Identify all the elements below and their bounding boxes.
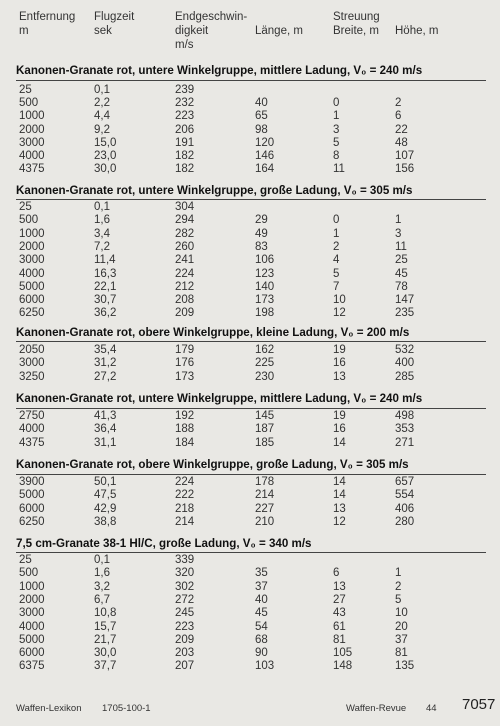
end-velocity-cell: 302	[175, 580, 195, 593]
table-row	[0, 307, 500, 320]
end-velocity-cell: 184	[175, 436, 195, 449]
end-velocity-cell: 260	[175, 240, 195, 253]
width-cell: 19	[333, 344, 346, 356]
end-velocity-cell: 192	[175, 410, 195, 422]
end-velocity-cell: 173	[175, 370, 195, 383]
distance-cell: 3000	[19, 357, 45, 370]
end-velocity-cell: 245	[175, 607, 195, 620]
flight-time-cell: 47,5	[94, 489, 117, 502]
height-cell: 271	[395, 436, 415, 449]
end-velocity-cell: 176	[175, 357, 195, 370]
distance-cell: 500	[19, 567, 39, 580]
length-cell: 37	[255, 580, 268, 593]
width-cell: 5	[333, 267, 340, 280]
section-divider	[16, 199, 486, 200]
table-row	[0, 607, 500, 620]
distance-cell: 500	[19, 214, 39, 227]
distance-cell: 4000	[19, 150, 45, 162]
end-velocity-cell: 206	[175, 123, 195, 136]
table-row	[0, 489, 500, 502]
end-velocity-cell: 232	[175, 97, 195, 110]
height-cell: 285	[395, 370, 415, 383]
table-row	[0, 241, 500, 254]
width-cell: 13	[333, 370, 346, 383]
header-distance	[19, 10, 75, 38]
length-cell: 227	[255, 502, 275, 515]
flight-time-cell: 36,2	[94, 307, 117, 320]
height-cell: 554	[395, 489, 415, 502]
width-cell: 148	[333, 660, 353, 673]
distance-cell: 500	[19, 97, 39, 110]
end-velocity-cell: 207	[175, 660, 195, 673]
flight-time-cell: 6,7	[94, 593, 110, 606]
length-cell: 40	[255, 593, 268, 606]
height-cell: 22	[395, 123, 408, 136]
length-cell: 68	[255, 633, 268, 646]
table-row	[0, 581, 500, 594]
header-width-line2: Breite, m	[333, 25, 380, 37]
height-cell: 156	[395, 163, 415, 176]
end-velocity-cell: 241	[175, 254, 195, 267]
length-cell: 140	[255, 280, 275, 293]
width-cell: 1	[333, 110, 340, 123]
distance-cell: 5000	[19, 280, 45, 293]
distance-cell: 5000	[19, 633, 45, 646]
footer-magazine: Waffen-Revue	[346, 703, 407, 714]
table-row	[0, 437, 500, 450]
table-row	[0, 150, 500, 163]
height-cell: 78	[395, 280, 408, 293]
distance-cell: 3000	[19, 136, 45, 149]
length-cell: 214	[255, 489, 275, 502]
section-title: Kanonen-Granate rot, untere Winkelgruppe, große Ladung, V₀ = 305 m/s	[16, 184, 413, 197]
distance-cell: 6000	[19, 502, 45, 515]
section-divider	[16, 408, 486, 409]
flight-time-cell: 38,8	[94, 515, 117, 528]
distance-cell: 6250	[19, 307, 45, 320]
flight-time-cell: 0,1	[94, 554, 110, 566]
distance-cell: 3250	[19, 370, 45, 383]
length-cell: 35	[255, 567, 268, 580]
table-row	[0, 268, 500, 281]
height-cell: 147	[395, 294, 415, 307]
distance-cell: 2000	[19, 123, 45, 136]
table-row	[0, 344, 500, 357]
width-cell: 11	[333, 163, 345, 176]
flight-time-cell: 7,2	[94, 240, 110, 253]
length-cell: 146	[255, 150, 275, 162]
distance-cell: 6000	[19, 294, 45, 307]
end-velocity-cell: 182	[175, 163, 195, 176]
end-velocity-cell: 239	[175, 84, 195, 96]
length-cell: 164	[255, 163, 275, 176]
table-row	[0, 124, 500, 137]
flight-time-cell: 15,7	[94, 620, 117, 633]
width-cell: 0	[333, 214, 340, 227]
section-title: 7,5 cm-Granate 38-1 Hl/C, große Ladung, V₀ = 340 m/s	[16, 537, 312, 550]
table-row	[0, 647, 500, 660]
length-cell: 185	[255, 436, 275, 449]
end-velocity-cell: 218	[175, 502, 195, 515]
end-velocity-cell: 224	[175, 267, 195, 280]
header-height-line2: Höhe, m	[395, 25, 439, 37]
distance-cell: 3000	[19, 254, 45, 267]
header-end-velocity	[175, 10, 247, 52]
table-row	[0, 110, 500, 123]
distance-cell: 4375	[19, 436, 45, 449]
end-velocity-cell: 212	[175, 280, 195, 293]
flight-time-cell: 11,4	[94, 254, 116, 267]
width-cell: 105	[333, 647, 353, 660]
section-title: Kanonen-Granate rot, obere Winkelgruppe, kleine Ladung, V₀ = 200 m/s	[16, 326, 410, 339]
distance-cell: 4375	[19, 163, 45, 176]
distance-cell: 1000	[19, 580, 45, 593]
end-velocity-cell: 209	[175, 633, 195, 646]
end-velocity-cell: 339	[175, 554, 195, 566]
end-velocity-cell: 203	[175, 647, 195, 660]
distance-cell: 25	[19, 554, 32, 566]
table-row	[0, 254, 500, 267]
end-velocity-cell: 214	[175, 515, 195, 528]
distance-cell: 6250	[19, 515, 45, 528]
height-cell: 498	[395, 410, 415, 422]
footer-issue: 44	[426, 703, 437, 714]
table-row	[0, 594, 500, 607]
height-cell: 1	[395, 567, 402, 580]
height-cell: 280	[395, 515, 415, 528]
end-velocity-cell: 182	[175, 150, 195, 162]
height-cell: 406	[395, 502, 415, 515]
width-cell: 12	[333, 515, 346, 528]
height-cell: 5	[395, 593, 402, 606]
width-cell: 13	[333, 580, 346, 593]
height-cell: 11	[395, 240, 407, 253]
table-row	[0, 423, 500, 436]
height-cell: 10	[395, 607, 408, 620]
flight-time-cell: 31,1	[94, 436, 117, 449]
length-cell: 98	[255, 123, 268, 136]
width-cell: 61	[333, 620, 346, 633]
table-row	[0, 503, 500, 516]
width-cell: 4	[333, 254, 340, 267]
distance-cell: 2000	[19, 240, 45, 253]
end-velocity-cell: 320	[175, 567, 195, 580]
flight-time-cell: 9,2	[94, 123, 110, 136]
length-cell: 106	[255, 254, 275, 267]
width-cell: 81	[333, 633, 346, 646]
length-cell: 83	[255, 240, 268, 253]
flight-time-cell: 21,7	[94, 633, 117, 646]
section-divider	[16, 474, 486, 475]
table-row	[0, 214, 500, 227]
width-cell: 16	[333, 357, 346, 370]
flight-time-cell: 27,2	[94, 370, 117, 383]
length-cell: 198	[255, 307, 275, 320]
distance-cell: 2750	[19, 410, 45, 422]
flight-time-cell: 30,0	[94, 647, 117, 660]
length-cell: 178	[255, 476, 275, 488]
table-row	[0, 516, 500, 529]
width-cell: 7	[333, 280, 340, 293]
table-row	[0, 371, 500, 384]
flight-time-cell: 2,2	[94, 97, 110, 110]
distance-cell: 1000	[19, 227, 45, 240]
flight-time-cell: 30,0	[94, 163, 117, 176]
flight-time-cell: 30,7	[94, 294, 117, 307]
end-velocity-cell: 223	[175, 110, 195, 123]
length-cell: 29	[255, 214, 268, 227]
height-cell: 2	[395, 97, 402, 110]
header-flight-time-line2: sek	[94, 25, 112, 37]
header-flight-time	[94, 10, 134, 38]
width-cell: 6	[333, 567, 340, 580]
width-cell: 19	[333, 410, 346, 422]
table-row	[0, 294, 500, 307]
footer-code: 1705-100-1	[102, 703, 151, 714]
header-distance-line2: m	[19, 25, 29, 37]
section-title: Kanonen-Granate rot, untere Winkelgruppe, mittlere Ladung, V₀ = 240 m/s	[16, 392, 423, 405]
distance-cell: 4000	[19, 620, 45, 633]
end-velocity-cell: 224	[175, 476, 195, 488]
height-cell: 2	[395, 580, 402, 593]
flight-time-cell: 50,1	[94, 476, 117, 488]
length-cell: 40	[255, 97, 268, 110]
end-velocity-cell: 208	[175, 294, 195, 307]
table-row	[0, 163, 500, 176]
end-velocity-cell: 223	[175, 620, 195, 633]
flight-time-cell: 35,4	[94, 344, 117, 356]
table-row	[0, 634, 500, 647]
distance-cell: 6000	[19, 647, 45, 660]
flight-time-cell: 10,8	[94, 607, 117, 620]
width-cell: 14	[333, 436, 346, 449]
length-cell: 225	[255, 357, 275, 370]
width-cell: 2	[333, 240, 340, 253]
section-divider	[16, 552, 486, 553]
distance-cell: 5000	[19, 489, 45, 502]
header-spread-width	[333, 10, 380, 38]
length-cell: 103	[255, 660, 275, 673]
distance-cell: 25	[19, 201, 32, 213]
table-row	[0, 660, 500, 673]
end-velocity-cell: 304	[175, 201, 195, 213]
header-height	[395, 10, 438, 38]
length-cell: 123	[255, 267, 275, 280]
distance-cell: 4000	[19, 423, 45, 436]
flight-time-cell: 22,1	[94, 280, 117, 293]
width-cell: 1	[333, 227, 340, 240]
width-cell: 8	[333, 150, 340, 162]
header-length-line2: Länge, m	[255, 25, 303, 37]
header-end-velocity-line2: digkeit	[175, 25, 209, 37]
length-cell: 54	[255, 620, 268, 633]
table-row	[0, 228, 500, 241]
height-cell: 135	[395, 660, 415, 673]
section-divider	[16, 80, 486, 81]
distance-cell: 2000	[19, 593, 45, 606]
width-cell: 14	[333, 476, 346, 488]
table-row	[0, 410, 500, 423]
length-cell: 230	[255, 370, 275, 383]
distance-cell: 25	[19, 84, 32, 96]
length-cell: 187	[255, 423, 275, 436]
length-cell: 145	[255, 410, 275, 422]
length-cell: 49	[255, 227, 268, 240]
width-cell: 10	[333, 294, 346, 307]
section-title: Kanonen-Granate rot, untere Winkelgruppe, mittlere Ladung, V₀ = 240 m/s	[16, 64, 423, 77]
header-flight-time-line1: Flugzeit	[94, 11, 135, 23]
end-velocity-cell: 282	[175, 227, 195, 240]
table-row	[0, 621, 500, 634]
header-spread-line1: Streuung	[333, 11, 380, 23]
distance-cell: 4000	[19, 267, 45, 280]
flight-time-cell: 0,1	[94, 201, 110, 213]
height-cell: 20	[395, 620, 408, 633]
table-row	[0, 201, 500, 214]
table-row	[0, 567, 500, 580]
footer-publication: Waffen-Lexikon	[16, 703, 82, 714]
page-number: 7057	[462, 696, 496, 713]
length-cell: 45	[255, 607, 268, 620]
header-length-line1	[255, 10, 303, 24]
header-length	[255, 10, 303, 38]
table-row	[0, 554, 500, 567]
height-cell: 1	[395, 214, 402, 227]
width-cell: 12	[333, 307, 346, 320]
height-cell: 235	[395, 307, 415, 320]
length-cell: 65	[255, 110, 268, 123]
height-cell: 25	[395, 254, 408, 267]
distance-cell: 3900	[19, 476, 45, 488]
flight-time-cell: 16,3	[94, 267, 117, 280]
flight-time-cell: 4,4	[94, 110, 110, 123]
end-velocity-cell: 179	[175, 344, 195, 356]
table-row	[0, 137, 500, 150]
height-cell: 3	[395, 227, 402, 240]
length-cell: 173	[255, 294, 275, 307]
flight-time-cell: 1,6	[94, 567, 110, 580]
height-cell: 107	[395, 150, 415, 162]
section-title: Kanonen-Granate rot, obere Winkelgruppe, große Ladung, V₀ = 305 m/s	[16, 458, 409, 471]
end-velocity-cell: 191	[175, 136, 195, 149]
height-cell: 6	[395, 110, 402, 123]
flight-time-cell: 3,2	[94, 580, 110, 593]
header-end-velocity-line3: m/s	[175, 39, 194, 51]
flight-time-cell: 1,6	[94, 214, 110, 227]
height-cell: 45	[395, 267, 408, 280]
distance-cell: 3000	[19, 607, 45, 620]
width-cell: 5	[333, 136, 340, 149]
flight-time-cell: 15,0	[94, 136, 117, 149]
height-cell: 400	[395, 357, 415, 370]
table-row	[0, 357, 500, 370]
table-row	[0, 281, 500, 294]
length-cell: 162	[255, 344, 275, 356]
distance-cell: 6375	[19, 660, 45, 673]
section-divider	[16, 341, 486, 342]
flight-time-cell: 3,4	[94, 227, 110, 240]
end-velocity-cell: 209	[175, 307, 195, 320]
width-cell: 3	[333, 123, 340, 136]
flight-time-cell: 37,7	[94, 660, 117, 673]
table-row	[0, 97, 500, 110]
flight-time-cell: 31,2	[94, 357, 117, 370]
height-cell: 37	[395, 633, 408, 646]
end-velocity-cell: 294	[175, 214, 195, 227]
width-cell: 43	[333, 607, 346, 620]
flight-time-cell: 42,9	[94, 502, 117, 515]
length-cell: 90	[255, 647, 268, 660]
distance-cell: 2050	[19, 344, 45, 356]
height-cell: 81	[395, 647, 408, 660]
width-cell: 14	[333, 489, 346, 502]
end-velocity-cell: 188	[175, 423, 195, 436]
flight-time-cell: 41,3	[94, 410, 117, 422]
flight-time-cell: 23,0	[94, 150, 117, 162]
width-cell: 27	[333, 593, 346, 606]
table-row	[0, 476, 500, 489]
end-velocity-cell: 222	[175, 489, 195, 502]
height-cell: 353	[395, 423, 415, 436]
header-height-line1	[395, 10, 438, 24]
header-end-velocity-line1: Endgeschwin-	[175, 11, 248, 23]
flight-time-cell: 36,4	[94, 423, 117, 436]
width-cell: 0	[333, 97, 340, 110]
distance-cell: 1000	[19, 110, 45, 123]
height-cell: 48	[395, 136, 408, 149]
length-cell: 210	[255, 515, 275, 528]
height-cell: 532	[395, 344, 415, 356]
length-cell: 120	[255, 136, 275, 149]
end-velocity-cell: 272	[175, 593, 195, 606]
width-cell: 16	[333, 423, 346, 436]
height-cell: 657	[395, 476, 415, 488]
table-row	[0, 84, 500, 97]
header-distance-line1: Entfernung	[19, 11, 76, 23]
width-cell: 13	[333, 502, 346, 515]
flight-time-cell: 0,1	[94, 84, 110, 96]
